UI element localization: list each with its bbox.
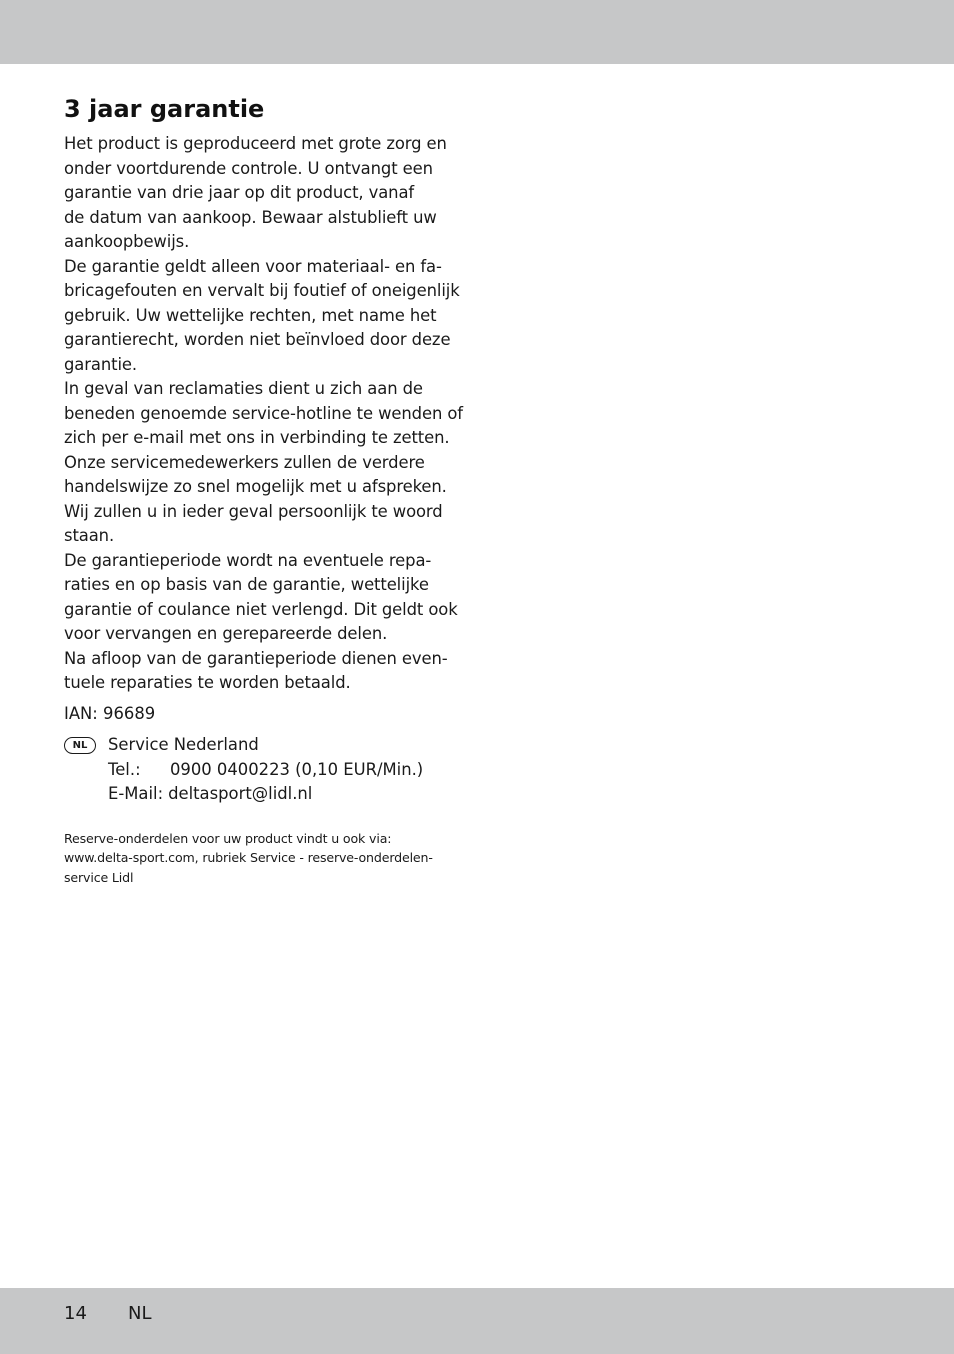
country-badge-icon: NL — [64, 737, 96, 754]
warranty-section — [64, 92, 464, 900]
email-value: deltasport@lidl.nl — [168, 784, 313, 803]
service-contact-block — [64, 733, 464, 807]
page-number: 14 — [64, 1303, 87, 1324]
spare-parts-footnote: Reserve-onderdelen voor uw product vindt u ook via: www.delta-sport.com, rubriek Service - reserve-onderdelen- service Lidl — [64, 830, 433, 885]
service-email-row — [108, 782, 464, 807]
ian-number: IAN: 96689 — [64, 703, 156, 723]
page-language-code: NL — [128, 1303, 152, 1324]
email-label: E-Mail: — [108, 784, 164, 803]
warranty-body-text: Het product is geproduceerd met grote zorg en onder voortdurende controle. U ontvangt een garantie van drie jaar op dit product, vanaf de datum van aankoop. Bewaar alstublieft uw aankoopbewijs. De garantie geldt alleen voor materiaal- en fa- bricagefouten en vervalt bij foutief of oneigenlijk gebruik. Uw wettelijke rechten, met name het garantierecht, worden niet beïnvloed door deze garantie. In geval van reclamaties dient u zich aan de beneden genoemde service-hotline te wenden of zich per e-mail met ons in verbinding te zetten. Onze servicemedewerkers zullen de verdere handelswijze zo snel mogelijk met u afspreken. Wij zullen u in ieder geval persoonlijk te woord staan. De garantieperiode wordt na eventuele repa- raties en op basis van de garantie, wettelijke garantie of coulance niet verlengd. Dit geldt ook voor vervangen en gerepareerde delen. Na afloop van de garantieperiode dienen even- tuele reparaties te worden betaald. — [64, 134, 463, 692]
tel-value: 0900 0400223 (0,10 EUR/Min.) — [170, 759, 424, 779]
tel-label: Tel.: — [108, 759, 141, 779]
service-title: Service Nederland — [108, 735, 259, 754]
service-tel-row — [108, 758, 464, 783]
top-header-bar — [0, 0, 954, 64]
section-heading: 3 jaar garantie — [64, 95, 265, 123]
